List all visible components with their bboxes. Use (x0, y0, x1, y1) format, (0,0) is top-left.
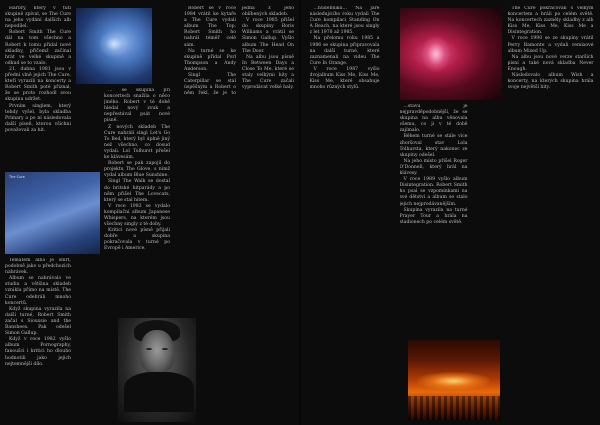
paragraph: 21. dubna 1981 jsou v přední vlně jejich The Cure, kteří vyrazili na koncerty a Robert Smith poté přiznal, že se proto rozhodl svou skupinu udržet. (5, 66, 71, 103)
paragraph: ...stavu je nejpravděpodobnější, že se skupina na albu věnovala všemu, co ji v té době zajímalo. (399, 104, 468, 134)
right-page (302, 0, 600, 425)
band-member-portrait-photo (118, 318, 196, 422)
paragraph: Robert se pak zapojil do projektu The Glove, s nímž vydal album Blue Sunshine. (104, 161, 170, 179)
portrait-eye (146, 348, 152, 350)
paragraph: ... se skupina při koncertech snažila o něco jiného. Robert v té době hledal nový zvuk a nepřestával psát nové písně. (104, 88, 170, 124)
concert-stage-orange-photo (408, 340, 500, 420)
paragraph: V roce 1989 vyšlo album Disintegration. Robert Smith ho psal se vzpomínkami na své dětství a album se stalo jejich nejprodávanějším. (399, 177, 468, 207)
paragraph: Album se nahrávalo ve studiu a většina skladeb vznikla přímo na místě. The Cure odehráli mnoho koncertů. (5, 276, 71, 306)
concert-stage-red-photo (400, 8, 502, 100)
paragraph: Na jeho místo přišel Roger O'Donnell, který hrál na klávesy. (399, 158, 468, 177)
paragraph: Na albu jsou nové verze starších písní a také nová skladba Never Enough. (507, 54, 594, 72)
paragraph: Na přelomu roku 1985 a 1986 se skupina připravovala na další turné, které zaznamenali na videu The Cure In Orange. (309, 36, 380, 66)
album-cover-blue-photo (5, 172, 100, 254)
paragraph: V roce 1983 se vydalo kompilační album Japanese Whispers, na kterém jsou všechny singly z té doby. (104, 203, 170, 228)
paragraph: Skupina vyrazila na turné Prayer Tour a hrála na stadionech po celém světě. (399, 207, 468, 225)
paragraph: Singl The Walk se dostal do britské hitparády a po něm přišel The Lovecats, který se stal hitem. (104, 179, 170, 203)
paragraph: Kritici nové písně přijali dobře a skupina pokračovala v turné po Evropě i Americe. (104, 228, 170, 252)
right-col-1 (310, 6, 380, 418)
paragraph: Robert se v roce 1984 vrátil ke kytaře a The Cure vydali album The Top. Robert Smith ho nahrál téměř celé sám. (184, 6, 236, 48)
paragraph: V roce 1985 přišel do skupiny Boris Williams a vrátil se Simon Gallup. Vyšlo album The Head On The Door. (242, 18, 294, 54)
paragraph: Z nových skladeb The Cure nahráli singl Let's Go To Bed, který byl úplně jiný než všechno, co dosud vydali. Lol Tolhurst přešel ke klávesám. (104, 124, 170, 161)
paragraph: Na turné se ke skupině přidal Porl Thompson a Andy Anderson. (184, 48, 236, 72)
paragraph: The Cure pokračovali s velkým koncertem a hráli po celém světě. Na koncertech zazněly skladby z alb Kiss Me, Kiss Me, Kiss Me a Disintegration. (507, 6, 594, 36)
paragraph: Harbry, který v tutí skupině zpíval, se The Cure na jeho vydání dalších alb nepodílel. (5, 6, 71, 30)
paragraph: Prvním singlem, který tehdy vyšel, byla skladba Primary a po ní následovala další píseň, kterou všichni považovali za hit. (5, 103, 71, 133)
paragraph: Když v roce 1982 vyšlo album Pornography, fanoušci i kritici ho dlouho hodnotili jako jejich nejtemnější dílo. (5, 337, 71, 367)
paragraph: Robert Smith The Cure dál na tom všechno a Robert k tomu přidal nové skladby, přičemž začínal hrát ve velké skupině a odkud se to vzalo. (5, 30, 71, 66)
paragraph: Následovalo album Wish a koncerty, na kterých skupina hrála svoje největší hity. (507, 73, 594, 91)
paragraph: Během turné se stále více zhoršoval stav Lola Tolhursta, který nakonec ze skupiny odešel. (399, 134, 468, 158)
portrait-eye (162, 348, 168, 350)
portrait-body (124, 372, 194, 412)
paragraph: V roce 1987 vyšlo dvojalbum Kiss Me, Kiss Me, Kiss Me, které obsahuje mnoho různých stylů. (309, 66, 380, 91)
album-cover-pornography-photo (76, 8, 152, 84)
right-col-3 (508, 6, 594, 418)
left-col-3 (184, 6, 294, 306)
right-col-2 (400, 104, 468, 334)
paragraph: ...hudebníků... Na jaře následujícího roku vydali The Cure kompilaci Standing On A Beach, na které jsou singly z let 1978 až 1985. (309, 6, 380, 36)
left-col-1-lower (5, 258, 71, 420)
paragraph: Singl The Caterpillar se stal úspěšným a Robert o něm řekl, že je to jedna z jeho oblíbených skladeb. (184, 6, 294, 97)
paragraph: Na albu jsou písně In Between Days a Close To Me, které se staly velkými hity a The Cure začali vyprodávat velké haly. (242, 54, 294, 91)
left-col-1-upper (5, 6, 71, 174)
paragraph: V roce 1990 se ze skupiny vrátil Perry Bamonte a vydali remixové album Mixed Up. (507, 36, 594, 54)
cover-label: The Cure (9, 175, 25, 179)
paragraph: Tématem alba je smrt, podobně jako u předchozích nahrávek. (5, 258, 71, 276)
paragraph: Když skupina vyrazila na další turné, Robert Smith začal s Siouxsie and the Banshees. Pak odešel Simon Gallup. (5, 306, 71, 337)
portrait-face (140, 330, 174, 374)
